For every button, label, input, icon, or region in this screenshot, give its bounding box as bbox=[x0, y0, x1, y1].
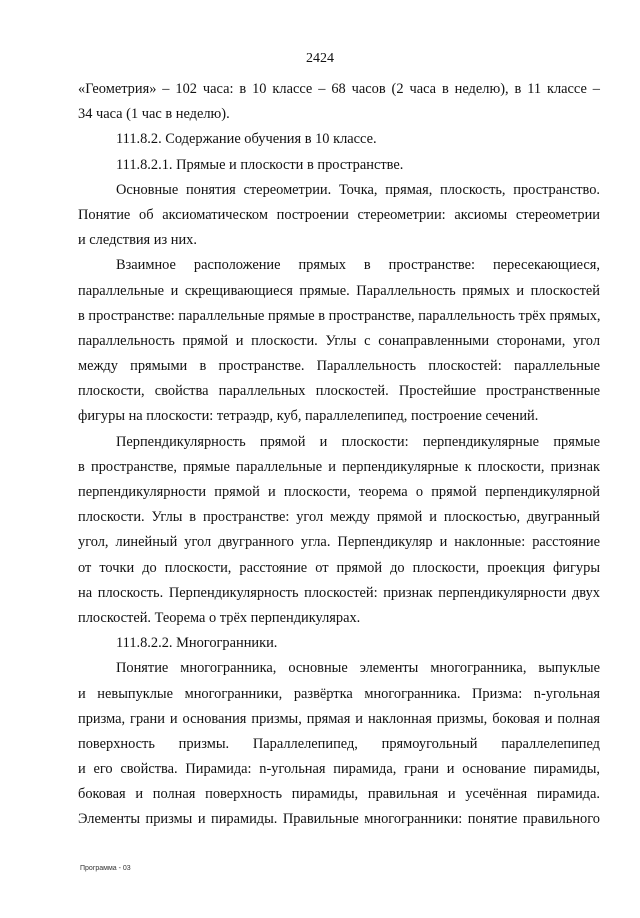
text-line: Основные понятия стереометрии. Точка, прямая, плоскость, пространство. bbox=[116, 181, 600, 198]
text-line: фигуры на плоскости: тетраэдр, куб, параллелепипед, построение сечений. bbox=[78, 408, 539, 425]
text-line: плоскости, свойства параллельных плоскостей. Простейшие пространственные bbox=[78, 383, 600, 400]
page-number: 2424 bbox=[306, 51, 334, 66]
text-line: перпендикулярности прямой и плоскости, теорема о прямой перпендикулярной bbox=[78, 484, 600, 500]
text-line: между прямыми в пространстве. Параллельность плоскостей: параллельные bbox=[78, 358, 600, 375]
section-heading: 111.8.2. Содержание обучения в 10 классе. bbox=[116, 131, 377, 148]
text-line: от точки до плоскости, расстояние от прямой до плоскости, проекция фигуры bbox=[78, 559, 600, 576]
text-line: Понятие об аксиоматическом построении стереометрии: аксиомы стереометрии bbox=[78, 206, 600, 223]
text-line: в пространстве: параллельные прямые в пространстве, параллельность трёх прямых, bbox=[78, 307, 601, 324]
document-body bbox=[78, 77, 600, 833]
text-line: на плоскость. Перпендикулярность плоскостей: признак перпендикулярности двух bbox=[78, 584, 600, 601]
text-line: Взаимное расположение прямых в пространстве: пересекающиеся, bbox=[116, 257, 600, 274]
text-line: плоскостей. Теорема о трёх перпендикулярах. bbox=[78, 609, 361, 626]
text-line: плоскости. Углы в пространстве: угол между прямой и плоскостью, двугранный bbox=[78, 509, 600, 526]
text-line: и его свойства. Пирамида: n-угольная пирамида, грани и основание пирамиды, bbox=[78, 761, 600, 778]
text-line: угол, линейный угол двугранного угла. Перпендикуляр и наклонные: расстояние bbox=[78, 534, 600, 551]
text-line: Понятие многогранника, основные элементы многогранника, выпуклые bbox=[116, 660, 600, 677]
text-line: и невыпуклые многогранники, развёртка многогранника. Призма: n-угольная bbox=[78, 685, 600, 702]
text-line: «Геометрия» – 102 часа: в 10 классе – 68 часов (2 часа в неделю), в 11 классе – bbox=[78, 81, 600, 97]
text-line: в пространстве, прямые параллельные и перпендикулярные к плоскости, признак bbox=[78, 458, 600, 475]
section-heading: 111.8.2.2. Многогранники. bbox=[116, 635, 278, 652]
text-line: Перпендикулярность прямой и плоскости: перпендикулярные прямые bbox=[116, 433, 600, 450]
page-footer: Программа - 03 bbox=[80, 865, 131, 872]
section-heading: 111.8.2.1. Прямые и плоскости в пространстве. bbox=[116, 156, 404, 173]
text-line: параллельные и скрещивающиеся прямые. Параллельность прямых и плоскостей bbox=[78, 282, 600, 299]
text-line: параллельность прямой и плоскости. Углы с сонаправленными сторонами, угол bbox=[78, 332, 600, 349]
text-line: 34 часа (1 час в неделю). bbox=[78, 106, 230, 123]
text-line: Элементы призмы и пирамиды. Правильные многогранники: понятие правильного bbox=[78, 811, 600, 828]
text-line: поверхность призмы. Параллелепипед, прямоугольный параллелепипед bbox=[78, 735, 600, 752]
text-line: боковая и полная поверхность пирамиды, правильная и усечённая пирамида. bbox=[78, 786, 600, 803]
text-line: призма, грани и основания призмы, прямая и наклонная призмы, боковая и полная bbox=[78, 710, 600, 727]
text-line: и следствия из них. bbox=[78, 232, 197, 249]
